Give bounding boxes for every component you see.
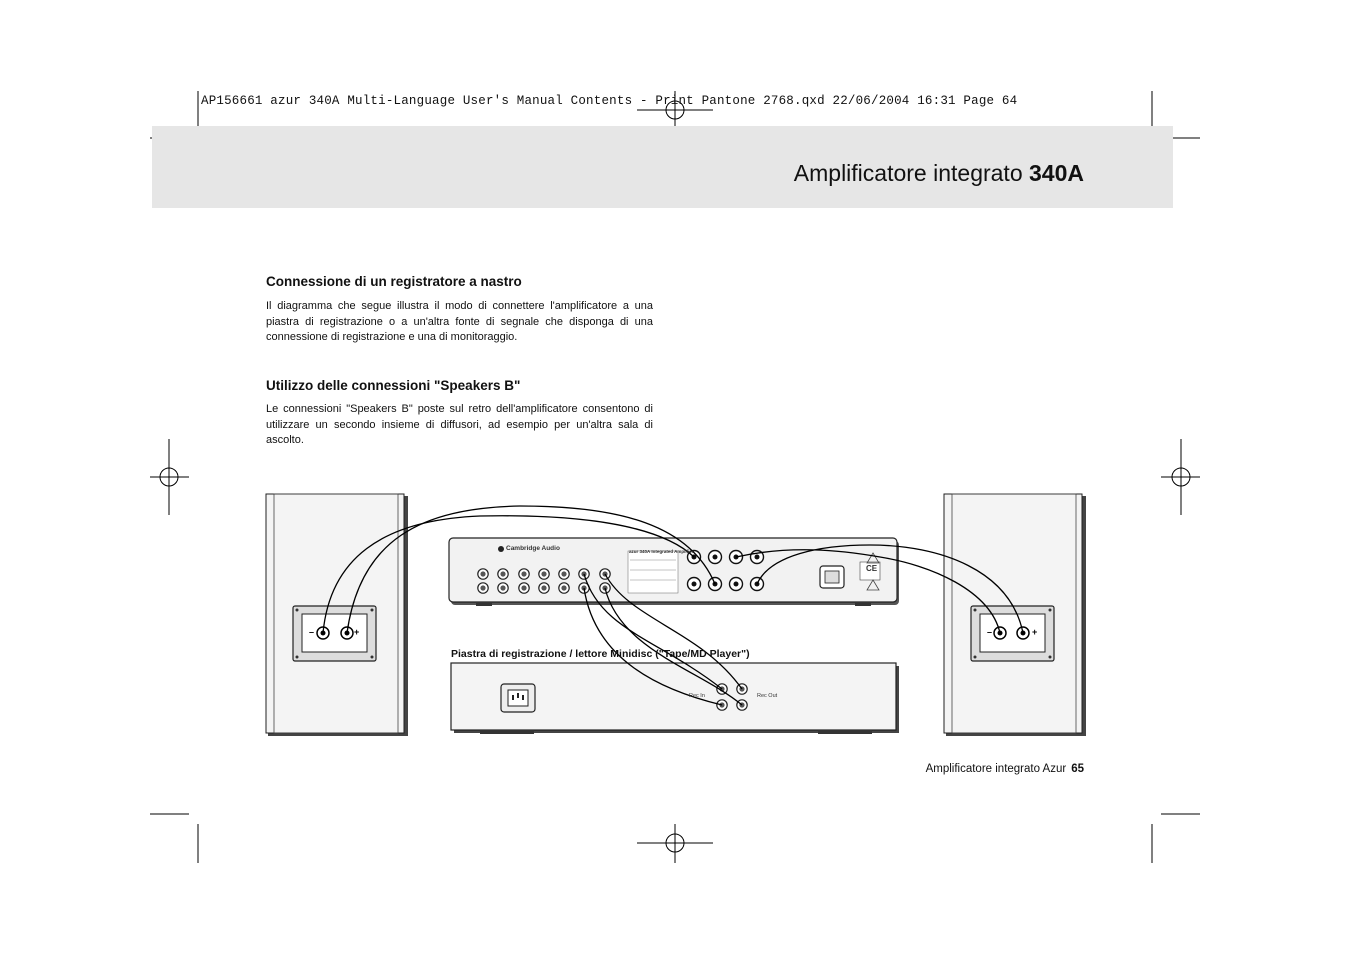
section-body-speakers-b: Le connessioni "Speakers B" poste sul retro dell'amplificatore consentono di utilizzare un secondo insieme di diffusori, ad esempio per un'altra sala di ascolto. [266,403,653,446]
rec-out-label: Rec Out [757,693,778,699]
rec-in-label: Rec In [689,693,705,699]
page-footer [926,763,1084,775]
section-heading-tape: Connessione di un registratore a nastro [266,274,522,289]
tape-md-deck [451,663,899,734]
file-slug-line: AP156661 azur 340A Multi-Language User's Manual Contents - Print Pantone 2768.qxd 22/06/2004 16:31 Page 64 [201,94,1018,108]
title-model: 340A [1029,160,1084,186]
page-number: 65 [1071,763,1084,775]
title-prefix: Amplificatore integrato [793,160,1023,186]
power-inlet-icon [820,566,844,588]
right-terminal-minus: – [987,627,993,637]
ce-mark: CE [866,564,878,573]
left-speaker [266,494,408,736]
footer-text: Amplificatore integrato Azur [925,763,1067,775]
left-terminal-minus: – [309,627,315,637]
section-body-tape: Il diagramma che segue illustra il modo di connettere l'amplificatore a una piastra di registrazione o a un'altra fonte di segnale che disponga di una connessione di registrazione e una di monitoraggio. [266,300,653,343]
right-speaker [944,494,1086,736]
deck-power-inlet-icon [501,684,535,712]
section-heading-speakers-b: Utilizzo delle connessioni "Speakers B" [266,378,521,393]
amp-model-label: azur 340A Integrated Amplifier [629,549,694,554]
deck-label: Piastra di registrazione / lettore Minidisc ("Tape/MD Player") [451,648,750,660]
amp-brand-label: Cambridge Audio [506,545,560,552]
left-terminal-plus: + [354,627,360,637]
right-terminal-plus: + [1032,627,1038,637]
